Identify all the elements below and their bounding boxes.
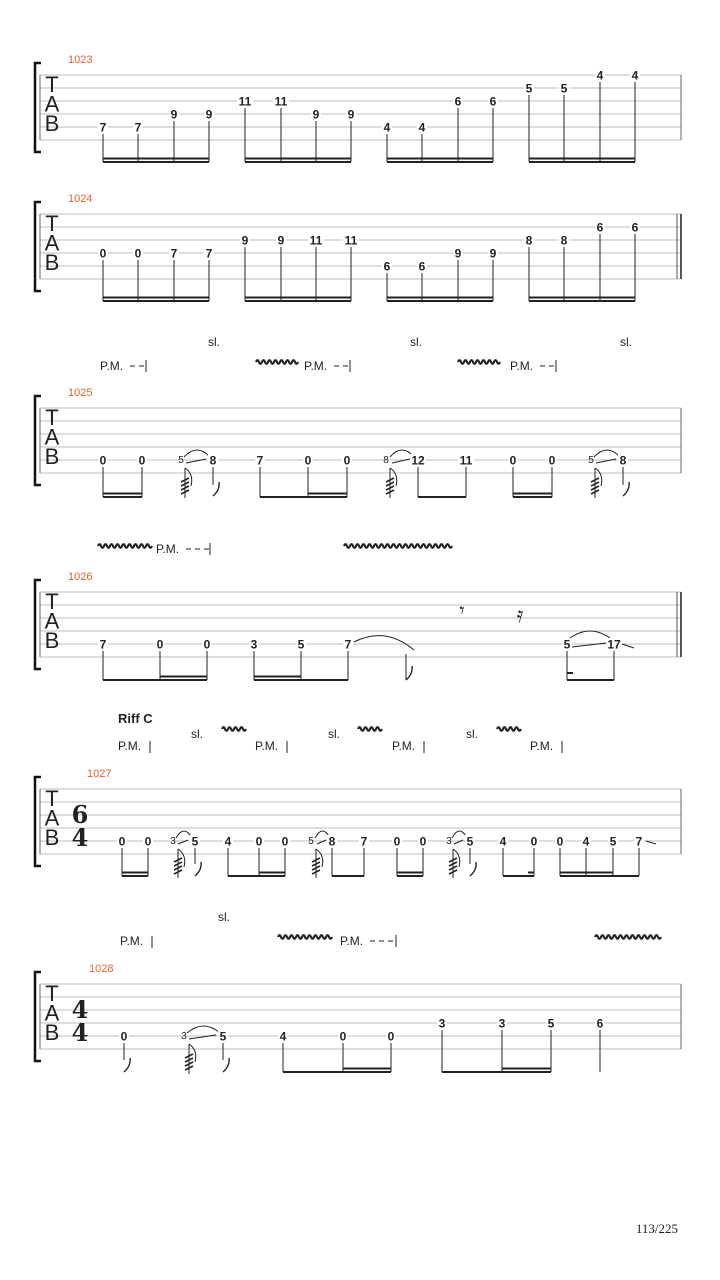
- clef-letter-T: T: [45, 211, 59, 236]
- vibrato-mark: [344, 544, 452, 548]
- fret-number: 0: [530, 834, 538, 849]
- slur-arc: [184, 450, 210, 457]
- note-beam: [103, 158, 209, 160]
- fret-number: 11: [344, 233, 358, 248]
- vibrato-mark: [256, 360, 298, 364]
- note-beam: [228, 875, 285, 877]
- fret-number: 6: [596, 220, 604, 235]
- fret-number: 4: [596, 68, 604, 83]
- fret-number: 0: [387, 1029, 395, 1044]
- slur-arc: [594, 450, 620, 457]
- staff-system-1023: [35, 54, 681, 163]
- time-signature-top: 4: [71, 995, 89, 1024]
- fret-number: 4: [383, 120, 391, 135]
- fret-number: 5: [560, 81, 568, 96]
- slur-arc: [176, 831, 192, 838]
- fret-number: 8: [560, 233, 568, 248]
- vibrato-mark: [458, 360, 500, 364]
- slur-arc: [452, 831, 467, 838]
- clef-letter-A: A: [44, 230, 60, 256]
- staff-system-1024: [35, 193, 681, 302]
- palm-mute-label: P.M.: [100, 359, 124, 373]
- fret-number: 0: [304, 453, 312, 468]
- fret-number: 0: [393, 834, 401, 849]
- slide-out: [622, 644, 634, 648]
- note-flag: [195, 862, 201, 876]
- note-beam: [103, 496, 142, 498]
- vibrato-mark: [497, 727, 521, 731]
- fret-number: 0: [120, 1029, 128, 1044]
- fret-number: 12: [411, 453, 425, 468]
- note-beam: [529, 297, 635, 299]
- fret-number: 0: [134, 246, 142, 261]
- note-beam: [529, 161, 635, 163]
- fret-number: 11: [309, 233, 323, 248]
- fret-number: 8: [209, 453, 217, 468]
- note-beam: [254, 676, 301, 678]
- fret-number: 3: [250, 637, 258, 652]
- grace-fret: 5: [588, 455, 594, 466]
- clef-letter-B: B: [44, 825, 60, 850]
- fret-number: 9: [277, 233, 285, 248]
- sixteenth-rest: 𝄿: [516, 602, 524, 627]
- fret-number: 8: [525, 233, 533, 248]
- note-beam: [567, 679, 614, 681]
- measure-number: 1028: [89, 963, 114, 975]
- fret-number: 3: [498, 1016, 506, 1031]
- staff-system-1026: [35, 571, 681, 681]
- palm-mute-label: P.M.: [530, 739, 554, 753]
- fret-number: 5: [563, 637, 571, 652]
- note-beam: [122, 872, 148, 874]
- fret-number: 7: [360, 834, 368, 849]
- note-beam: [103, 161, 209, 163]
- fret-number: 5: [191, 834, 199, 849]
- slide-label: sl.: [191, 727, 203, 741]
- note-beam: [397, 875, 423, 877]
- clef-letter-T: T: [45, 589, 59, 614]
- measure-number: 1026: [68, 571, 93, 583]
- clef-letter-T: T: [45, 786, 59, 811]
- note-flag: [223, 1058, 229, 1072]
- note-beam: [397, 872, 423, 874]
- note-beam: [418, 496, 466, 498]
- note-beam: [529, 158, 635, 160]
- note-flag: [470, 862, 476, 876]
- fret-number: 6: [631, 220, 639, 235]
- grace-fret: 3: [181, 1031, 187, 1042]
- fret-number: 7: [170, 246, 178, 261]
- fret-number: 6: [596, 1016, 604, 1031]
- riff-label: Riff C: [118, 711, 153, 726]
- fret-number: 0: [281, 834, 289, 849]
- note-beam: [254, 679, 348, 681]
- fret-number: 0: [255, 834, 263, 849]
- fret-number: 0: [343, 453, 351, 468]
- staff-system-1027: [35, 768, 681, 878]
- fret-number: 8: [619, 453, 627, 468]
- fret-number: 5: [525, 81, 533, 96]
- fret-number: 11: [238, 94, 252, 109]
- fret-number: 4: [224, 834, 232, 849]
- clef-letter-A: A: [44, 805, 60, 831]
- fret-number: 5: [609, 834, 617, 849]
- vibrato-mark: [222, 727, 246, 731]
- time-signature-bottom: 4: [71, 823, 89, 852]
- note-beam: [245, 297, 351, 299]
- fret-number: 0: [144, 834, 152, 849]
- palm-mute-label: P.M.: [118, 739, 142, 753]
- clef-letter-A: A: [44, 608, 60, 634]
- fret-number: 4: [499, 834, 507, 849]
- slide-label: sl.: [620, 335, 632, 349]
- palm-mute-label: P.M.: [340, 934, 364, 948]
- fret-number: 0: [509, 453, 517, 468]
- fret-number: 5: [219, 1029, 227, 1044]
- fret-number: 0: [118, 834, 126, 849]
- note-beam: [332, 875, 364, 877]
- fret-number: 0: [138, 453, 146, 468]
- note-beam: [245, 161, 351, 163]
- fret-number: 0: [419, 834, 427, 849]
- tie-arc: [354, 636, 414, 650]
- measure-number: 1023: [68, 54, 93, 66]
- clef-letter-A: A: [44, 91, 60, 117]
- slur-arc: [570, 631, 610, 638]
- measure-number: 1024: [68, 193, 93, 205]
- fret-number: 5: [547, 1016, 555, 1031]
- grace-fret: 8: [383, 455, 389, 466]
- fret-number: 9: [241, 233, 249, 248]
- note-beam: [103, 300, 209, 302]
- fret-number: 0: [556, 834, 564, 849]
- fret-number: 0: [548, 453, 556, 468]
- clef-letter-B: B: [44, 111, 60, 136]
- staff-system-1025: [35, 387, 681, 498]
- eighth-rest: 𝄾: [459, 600, 465, 622]
- palm-mute-label: P.M.: [510, 359, 534, 373]
- grace-fret: 3: [446, 836, 452, 847]
- slide-label: sl.: [218, 910, 230, 924]
- time-signature-bottom: 4: [71, 1018, 89, 1047]
- note-beam: [387, 297, 493, 299]
- note-beam: [387, 161, 493, 163]
- clef-letter-B: B: [44, 628, 60, 653]
- fret-number: 7: [99, 637, 107, 652]
- fret-number: 6: [383, 259, 391, 274]
- slide-label: sl.: [466, 727, 478, 741]
- palm-mute-label: P.M.: [120, 934, 144, 948]
- fret-number: 7: [256, 453, 264, 468]
- fret-number: 0: [203, 637, 211, 652]
- fret-number: 9: [312, 107, 320, 122]
- fret-number: 11: [274, 94, 288, 109]
- note-beam: [528, 872, 534, 874]
- fret-number: 7: [635, 834, 643, 849]
- note-beam: [103, 493, 142, 495]
- fret-number: 6: [489, 94, 497, 109]
- note-beam: [160, 676, 207, 678]
- slide-label: sl.: [328, 727, 340, 741]
- note-beam: [503, 875, 534, 877]
- note-beam: [502, 1068, 551, 1070]
- note-flag: [213, 482, 219, 496]
- clef-letter-B: B: [44, 1020, 60, 1045]
- note-beam: [560, 875, 639, 877]
- fret-number: 5: [466, 834, 474, 849]
- fret-number: 9: [205, 107, 213, 122]
- note-beam: [245, 158, 351, 160]
- note-beam: [513, 496, 552, 498]
- fret-number: 17: [607, 637, 621, 652]
- fret-number: 0: [99, 453, 107, 468]
- fret-number: 7: [205, 246, 213, 261]
- note-beam: [387, 158, 493, 160]
- clef-letter-B: B: [44, 444, 60, 469]
- fret-number: 4: [418, 120, 426, 135]
- time-signature-top: 6: [71, 800, 89, 829]
- measure-number: 1025: [68, 387, 93, 399]
- vibrato-mark: [358, 727, 382, 731]
- fret-number: 9: [489, 246, 497, 261]
- note-beam: [259, 872, 285, 874]
- fret-number: 8: [328, 834, 336, 849]
- palm-mute-label: P.M.: [255, 739, 279, 753]
- fret-number: 6: [454, 94, 462, 109]
- clef-letter-A: A: [44, 424, 60, 450]
- fret-number: 4: [279, 1029, 287, 1044]
- fret-number: 7: [344, 637, 352, 652]
- clef-letter-T: T: [45, 981, 59, 1006]
- fret-number: 9: [170, 107, 178, 122]
- vibrato-mark: [278, 935, 332, 939]
- fret-number: 9: [454, 246, 462, 261]
- note-flag: [124, 1058, 130, 1072]
- note-flag: [623, 482, 629, 496]
- fret-number: 4: [631, 68, 639, 83]
- fret-number: 6: [418, 259, 426, 274]
- slide-label: sl.: [410, 335, 422, 349]
- palm-mute-label: P.M.: [156, 542, 180, 556]
- slur-arc: [187, 1026, 220, 1033]
- fret-number: 7: [134, 120, 142, 135]
- page-number: 113/225: [635, 1221, 678, 1236]
- vibrato-mark: [595, 935, 661, 939]
- note-beam: [308, 493, 347, 495]
- clef-letter-B: B: [44, 250, 60, 275]
- measure-number: 1027: [87, 768, 112, 780]
- note-beam: [103, 679, 207, 681]
- fret-number: 3: [438, 1016, 446, 1031]
- note-beam: [260, 496, 347, 498]
- note-beam: [529, 300, 635, 302]
- note-beam: [283, 1071, 391, 1073]
- note-beam: [442, 1071, 551, 1073]
- grace-fret: 5: [178, 455, 184, 466]
- palm-mute-label: P.M.: [304, 359, 328, 373]
- clef-letter-A: A: [44, 1000, 60, 1026]
- note-beam: [103, 297, 209, 299]
- staff-system-1028: [35, 963, 681, 1074]
- fret-number: 0: [339, 1029, 347, 1044]
- note-flag: [406, 666, 412, 680]
- fret-number: 0: [156, 637, 164, 652]
- note-beam: [245, 300, 351, 302]
- fret-number: 5: [297, 637, 305, 652]
- fret-number: 11: [459, 453, 473, 468]
- note-beam: [567, 672, 573, 674]
- slide-label: sl.: [208, 335, 220, 349]
- vibrato-mark: [98, 544, 152, 548]
- palm-mute-label: P.M.: [392, 739, 416, 753]
- grace-fret: 5: [308, 836, 314, 847]
- note-beam: [122, 875, 148, 877]
- fret-number: 7: [99, 120, 107, 135]
- note-beam: [513, 493, 552, 495]
- grace-fret: 3: [170, 836, 176, 847]
- clef-letter-T: T: [45, 405, 59, 430]
- note-beam: [387, 300, 493, 302]
- fret-number: 9: [347, 107, 355, 122]
- note-beam: [343, 1068, 391, 1070]
- fret-number: 4: [582, 834, 590, 849]
- note-beam: [560, 872, 613, 874]
- fret-number: 0: [99, 246, 107, 261]
- clef-letter-T: T: [45, 72, 59, 97]
